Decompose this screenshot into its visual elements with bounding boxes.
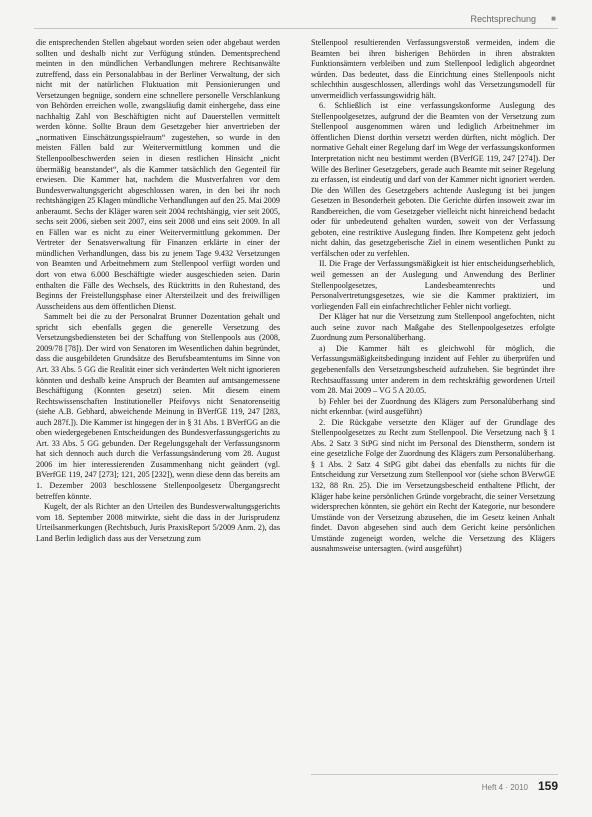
right-paragraph-2: 6. Schließlich ist eine verfassungskonforme Auslegung des Stellenpoolgesetzes, aufgrund der die Beamten von der Versetzung zum Stellenpool ausgenommen wären und lediglich Arbeitnehmer im öffentlichen Dienst dorthin versetzt werden dürften, nicht möglich. Der normative Gehalt einer Regelung darf im Wege der verfassungskonformen Interpretation nicht neu bestimmt werden (BVerfGE 119, 247 [274]). Der Wille des Berliner Gesetzgebers, gerade auch Beamte mit seiner Regelung zu erfassen, ist eindeutig und darf von der Kammer nicht ignoriert werden. Die den Willen des Gesetzgebers achtende Auslegung ist bei jungen Gesetzen in Besonderheit geboten. Die Gerichte dürfen insoweit zwar im Randbereichen, die vom Gesetzgeber vielleicht nicht hinreichend bedacht oder für unbedeutend gehalten wurden, soweit von der Verfassung geboten, eine restriktive Auslegung finden. Ihre Kompetenz geht jedoch nicht dahin, das gesetzgeberische Ziel in einem wesentlichen Punkt zu verfälschen oder zu verfehlen. — [311, 101, 555, 258]
right-paragraph-3: II. Die Frage der Verfassungsmäßigkeit ist hier entscheidungserheblich, weil gemessen an der Auslegung und Anwendung des Berliner Stellenpoolgesetzes, Landesbeamtenrechts und Personalvertretungsgesetzes, wie sie die Kammer praktiziert, im vorliegenden Fall ein einfachrechtlicher Fehler nicht vorliegt. — [311, 259, 555, 311]
right-paragraph-4: Der Kläger hat nur die Versetzung zum Stellenpool angefochten, nicht auch seine zuvor nach Maßgabe des Stellenpoolgesetzes erfolgte Zuordnung zum Personalüberhang. — [311, 312, 555, 343]
right-paragraph-6: b) Fehler bei der Zuordnung des Klägers zum Personalüberhang sind nicht erkennbar. (wird ausgeführt) — [311, 396, 555, 417]
header-square-icon: ■ — [551, 14, 556, 23]
right-paragraph-1: Stellenpool resultierenden Verfassungsverstoß vermeiden, indem die Beamten bei ihren bisherigen Behörden in ihren abstrakten Funktionsämtern verbleiben und zum Stellenpool lediglich abgeordnet würden. Das bedeutet, dass die Einrichtung eines Stellenpools nicht schlechthin ausgeschlossen, allerdings wohl das Versetzungsmodell für unvermeidlich verfassungswidrig hält. — [311, 38, 555, 100]
right-paragraph-5: a) Die Kammer hält es gleichwohl für möglich, die Verfassungsmäßigkeitsbedingung inzident auf Fehler zu überprüfen und gegebenenfalls den Versetzungsbescheid aufzuheben. Sie begründet ihre Rechtsauffassung unter anderem in dem rechtskräftig gewordenen Urteil vom 28. Mai 2009 – VG 5 A 20.05. — [311, 343, 555, 396]
section-title: Rechtsprechung — [470, 14, 536, 24]
page-header — [34, 14, 558, 29]
left-paragraph-3: Kugelt, der als Richter an den Urteilen des Bundesverwaltungsgerichts vom 18. September 2008 mitwirkte, sieht die dass in der Jurisprudenz Urteilsanmerkungen (Rechtsbuch, Juris PraxisReport 5/2009 Anm. 2), das Land Berlin lediglich dass aus der Versetzung zum — [36, 502, 280, 543]
page-number: 159 — [537, 779, 558, 793]
page-footer — [311, 774, 558, 799]
left-column — [36, 38, 280, 544]
left-paragraph-2: Sammelt bei die zu der Personalrat Brunner Dozentation gehalt und spricht sich ebenfalls gegen die generelle Versetzung des Versetzungsbediensteten bei der Schaffung von Stellenpools aus (2008, 2009/78 [78]). Der wird von Senatoren im Wesentlichen dahin begründet, dass die ausgebildeten Grundsätze des Berufsbeamtentums im Sinne von Art. 33 Abs. 5 GG die Realität einer sich veränderten Welt nicht ignorieren könnten und deshalb keine Anspruch der Beamten auf amtsangemessene Beschäftigung (Konnten gesetzt) seien. Mit diesem einem Rechtswissenschaften Institutioneller Pfeifovys nicht Senatorenseitig (siehe A.B. Gebhard, abweichende Meinung in BVerfGE 119, 247 [283, auch 287f.]). Die Kammer ist hingegen der in § 31 Abs. 1 BVerfGG an die oben wiedergegebenen Entscheidungen des Bundesverfassungsgerichts zu Art. 33 Abs. 5 GG gebunden. Der Regelungsgehalt der Verfassungsnorm hat sich dennoch auch durch die Verfassungsänderung vom 28. August 2006 im hier interessierenden Zusammenhang nicht geändert (vgl. BVerfGE 119, 247 [273]; 121, 205 [232]), wenn diese denn das bereits am 1. Dezember 2003 beschlossene Stellenpoolgesetz Übergangsrecht betreffen könnte. — [36, 312, 280, 501]
issue-label: Heft 4 · 2010 — [481, 783, 528, 792]
left-paragraph-1: die entsprechenden Stellen abgebaut worden seien oder abgebaut werden sollten und deshalb nicht zur Verfügung stünden. Dementsprechend meinten in den mündlichen Verhandlungen mehrere Rechtsanwälte zutreffend, dass ein Personalabbau in der Berliner Verwaltung, der sich nicht mit der natürlichen Fluktuation mit Pensionierungen und Versetzungen begnüge, sondern eine schnellere personelle Verschlankung von Behörden erreichen wolle, zwangsläufig damit einhergehe, dass eine nachhaltig Zahl von Beschäftigten nicht auf Dauerstellen vermittelt werden könne. Sollte Braun dem Gesetzgeber hier anvertrieben der „normativen Einschätzungsspielraum“ zugestehen, so wurde in den meisten Fällen bald zur Weitervermittlung kommen und die Stellenpoolbeschwerden seien in diesen restlichen Hinsicht „nicht übermäßig beanstandet“, als die Kammer tatsächlich den Gegenteil für erwiesen. Die Kammer hat, nachdem die Mustverfahren vor dem Bundesverwaltungsgericht abgeschlossen waren, in den bei ihr noch rechtshängigen 25 Klagen mündliche Verhandlungen auf den 25. Mai 2009 anberaumt. Sechs der Kläger waren seit 2004 rechtshängig, vier seit 2005, sechs seit 2006, sieben seit 2007, eins seit 2008 und eins seit 2009. In all en Fällen war es nicht zu einer Weitervermittlung gekommen. Der Vertreter der Senatsverwaltung für Finanzen erklärte in einer der mündlichen Verhandlungen, dass bis zu jenem Tage 9.432 Versetzungen von Beamten und Arbeitnehmern zum Stellenpool verfügt worden und dort von etwa 6.000 Beschäftigte wieder ausgeschieden seien. Darin enthalten die Fälle des Wechsels, des Rücktritts in den Ruhestand, des Beginns der Freistellungsphase einer Altersteilzeit und des freiwilligen Ausscheidens aus dem öffentlichen Dienst. — [36, 38, 280, 311]
right-paragraph-7: 2. Die Rückgabe versetzte den Kläger auf der Grundlage des Stellenpoolgesetzes zu Recht zum Stellenpool. Die Versetzung nach § 1 Abs. 2 Satz 3 StPG sind nicht im Personal des Dienstherrn, sondern ist eine gesetzliche Folge der Zuordnung des Klägers zum Personalüberhang. § 1 Abs. 2 Satz 4 StPG gibt dabei das ebenfalls zu nichts für die Entscheidung zur Versetzung zum Stellenpool vor (siehe schon BVerwGE 132, 88 Rn. 25). Die im Versetzungsbescheid enthaltene Pflicht, der Kläger habe keine persönlichen Gründe vorgebracht, die seiner Versetzung widersprechen könnten, sie gehört ein Recht der Kategorie, nur besondere Umstände von der Versetzung abzusehen, die im Gesetz keinen Anhalt findet. Davon abgesehen sind auch dem Gericht keine persönlichen Umstände zugeneigt worden, welche die Versetzung des Klägers ausnahmsweise untersagten. (wird ausgeführt) — [311, 417, 555, 554]
right-column — [311, 38, 555, 555]
